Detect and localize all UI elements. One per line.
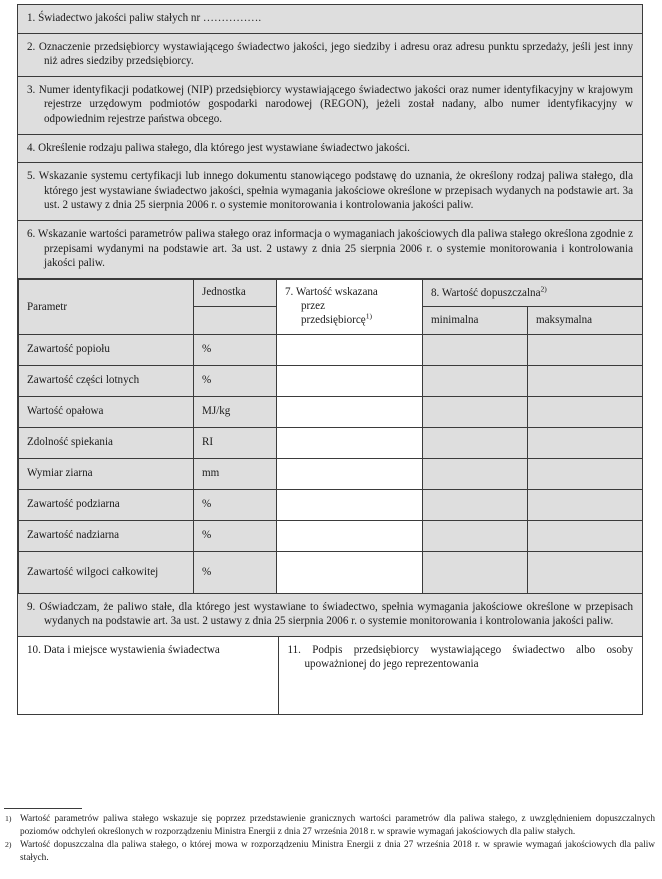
row-param-0: Zawartość popiołu xyxy=(19,334,194,365)
row-unit-0: % xyxy=(194,334,277,365)
footnote-1 xyxy=(3,813,655,838)
row-unit-3: RI xyxy=(194,427,277,458)
table-row xyxy=(19,520,643,551)
row-max-2[interactable] xyxy=(528,396,643,427)
table-row xyxy=(19,396,643,427)
row-max-0[interactable] xyxy=(528,334,643,365)
footnote-1-text: Wartość parametrów paliwa stałego wskazuje się poprzez przedstawienie granicznych wartości parametrów dla paliwa stałego, z uwzględnieniem dopuszczalnych poziomów odchyleń określonych w rozporządzeniu Ministra Energii z dnia 27 września 2018 r. w sprawie wymagań jakościowych dla paliw stałych. xyxy=(20,814,655,837)
table-header-row-1 xyxy=(19,279,643,306)
row-param-6: Zawartość nadziarna xyxy=(19,520,194,551)
header-parametr: Parametr xyxy=(19,279,194,334)
footnote-2 xyxy=(3,839,655,864)
table-row xyxy=(19,551,643,593)
certificate-form xyxy=(17,4,643,715)
footnotes-section xyxy=(3,808,655,865)
clause-11-text: 11. Podpis przedsiębiorcy wystawiającego świadectwo albo osoby upoważnionej do jego reprezentowania xyxy=(287,643,633,671)
header-maksymalna: maksymalna xyxy=(528,307,643,334)
row-param-1: Zawartość części lotnych xyxy=(19,365,194,396)
form-section-6 xyxy=(18,221,642,279)
row-param-4: Wymiar ziarna xyxy=(19,458,194,489)
form-section-9 xyxy=(18,594,642,637)
date-place-fill-area[interactable] xyxy=(27,657,269,691)
clause-10-text: 10. Data i miejsce wystawienia świadectwa xyxy=(27,643,220,656)
row-value-0[interactable] xyxy=(277,334,423,365)
row-param-5: Zawartość podziarna xyxy=(19,489,194,520)
clause-2-text: 2. Oznaczenie przedsiębiorcy wystawiającego świadectwo jakości, jego siedziby i adresu oraz adresu punktu sprzedaży, jeśli jest inny niż adres siedziby przedsiębiorcy. xyxy=(27,40,633,68)
row-min-1[interactable] xyxy=(423,365,528,396)
table-row xyxy=(19,334,643,365)
row-value-5[interactable] xyxy=(277,489,423,520)
row-value-1[interactable] xyxy=(277,365,423,396)
row-unit-5: % xyxy=(194,489,277,520)
row-max-5[interactable] xyxy=(528,489,643,520)
clause-1-text: 1. Świadectwo jakości paliw stałych nr ……………. xyxy=(27,12,262,24)
clause-5-text: 5. Wskazanie systemu certyfikacji lub innego dokumentu stanowiącego podstawę do uznania, że określony rodzaj paliwa stałego, dla którego jest wystawiane świadectwo jakości, spełnia wymagania jakościowe określone w przepisach wydanych na podstawie art. 3a ust. 2 ustawy z dnia 25 sierpnia 2006 r. o systemie monitorowania i kontrolowania jakości paliw. xyxy=(27,170,633,212)
header-wartosc-wskazana-line1: 7. Wartość wskazana xyxy=(285,285,378,298)
header-wartosc-wskazana xyxy=(277,279,423,334)
signature-cell[interactable] xyxy=(278,637,642,714)
row-max-7[interactable] xyxy=(528,551,643,593)
row-value-6[interactable] xyxy=(277,520,423,551)
footnote-separator-rule xyxy=(4,808,82,809)
clause-4-text: 4. Określenie rodzaju paliwa stałego, dla którego jest wystawiane świadectwo jakości. xyxy=(27,141,410,154)
signature-fill-area[interactable] xyxy=(288,672,634,706)
form-section-3 xyxy=(18,77,642,135)
row-min-0[interactable] xyxy=(423,334,528,365)
header-wartosc-wskazana-line2: przez xyxy=(301,300,326,313)
footnote-1-marker: 1) xyxy=(5,814,12,823)
footnote-2-text: Wartość dopuszczalna dla paliwa stałego, o której mowa w rozporządzeniu Ministra Energii z dnia 27 września 2018 r. w sprawie wymagań jakościowych dla paliw stałych. xyxy=(20,840,655,863)
row-min-4[interactable] xyxy=(423,458,528,489)
table-row xyxy=(19,427,643,458)
row-param-7: Zawartość wilgoci całkowitej xyxy=(19,551,194,593)
row-value-2[interactable] xyxy=(277,396,423,427)
row-unit-7: % xyxy=(194,551,277,593)
table-row xyxy=(19,365,643,396)
row-min-7[interactable] xyxy=(423,551,528,593)
footnote-ref-2: 2) xyxy=(540,284,547,294)
row-value-4[interactable] xyxy=(277,458,423,489)
header-wartosc-dopuszczalna-text: 8. Wartość dopuszczalna xyxy=(431,286,541,299)
table-row xyxy=(19,489,643,520)
row-max-3[interactable] xyxy=(528,427,643,458)
clause-9-text: 9. Oświadczam, że paliwo stałe, dla którego jest wystawiane to świadectwo, spełnia wymagania jakościowe określone w przepisach wydanych na podstawie art. 3a ust. 2 ustawy z dnia 25 sierpnia 2006 r. o systemie monitorowania i kontrolowania jakości paliw. xyxy=(27,600,633,628)
header-wartosc-dopuszczalna xyxy=(423,279,643,306)
row-unit-4: mm xyxy=(194,458,277,489)
header-minimalna: minimalna xyxy=(423,307,528,334)
footnote-ref-1: 1) xyxy=(365,311,373,321)
header-wartosc-wskazana-line3 xyxy=(285,313,415,327)
header-jednostka-spacer xyxy=(194,307,277,334)
row-max-1[interactable] xyxy=(528,365,643,396)
row-min-6[interactable] xyxy=(423,520,528,551)
row-min-5[interactable] xyxy=(423,489,528,520)
row-param-2: Wartość opałowa xyxy=(19,396,194,427)
row-param-3: Zdolność spiekania xyxy=(19,427,194,458)
footnote-2-marker: 2) xyxy=(5,840,12,850)
parameters-table xyxy=(18,279,643,594)
form-section-2 xyxy=(18,34,642,77)
header-wartosc-wskazana-line3-text: przedsiębiorcę xyxy=(301,314,366,327)
form-section-4 xyxy=(18,135,642,164)
parameters-table-wrapper xyxy=(18,279,642,594)
row-value-3[interactable] xyxy=(277,427,423,458)
form-section-1 xyxy=(18,5,642,34)
row-unit-2: MJ/kg xyxy=(194,396,277,427)
row-min-2[interactable] xyxy=(423,396,528,427)
table-row xyxy=(19,458,643,489)
row-max-4[interactable] xyxy=(528,458,643,489)
row-max-6[interactable] xyxy=(528,520,643,551)
header-jednostka: Jednostka xyxy=(194,279,277,306)
row-value-7[interactable] xyxy=(277,551,423,593)
signature-row xyxy=(18,637,642,714)
row-min-3[interactable] xyxy=(423,427,528,458)
clause-6-text: 6. Wskazanie wartości parametrów paliwa stałego oraz informacja o wymaganiach jakościowych dla paliwa stałego określona zgodnie z przepisami wydanymi na podstawie art. 3a ust. 2 ustawy z dnia 25 sierpnia 2006 r. o systemie monitorowania i kontrolowania jakości paliw. xyxy=(27,227,633,270)
signature-table xyxy=(18,637,642,714)
form-section-10-11 xyxy=(18,637,642,714)
row-unit-1: % xyxy=(194,365,277,396)
clause-3-text: 3. Numer identyfikacji podatkowej (NIP) przedsiębiorcy wystawiającego świadectwo jakości oraz numer identyfikacyjny w krajowym rejestrze urzędowym podmiotów gospodarki narodowej (REGON), jeżeli został nadany, albo numer identyfikacyjny w odpowiednim rejestrze państwa obcego. xyxy=(27,83,633,125)
date-place-cell[interactable] xyxy=(18,637,278,714)
row-unit-6: % xyxy=(194,520,277,551)
form-section-5 xyxy=(18,163,642,221)
